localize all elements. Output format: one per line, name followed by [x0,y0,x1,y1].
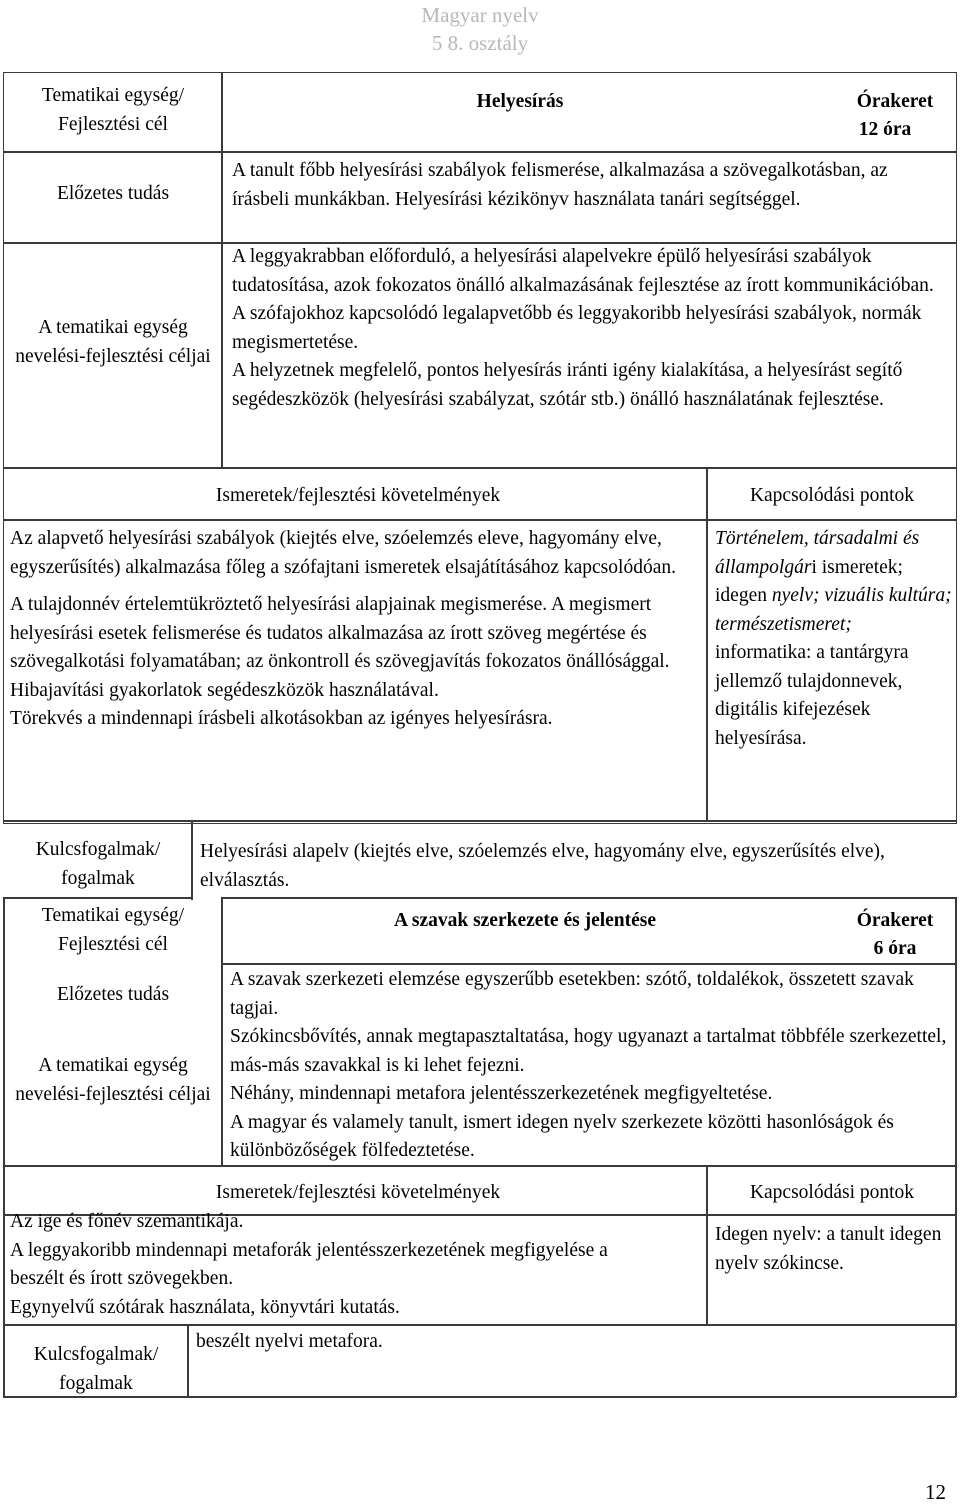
unit2-key-concepts: beszélt nyelvi metafora. [196,1331,383,1352]
unit2-goal-3: A magyar és valamely tanult, ismert idegen nyelv szerkezete közötti hasonlóságok és különbözőségek fölfedeztetése. [230,1111,894,1161]
unit2-vline-left-top [3,897,5,1177]
unit1-vline-links [706,467,708,821]
unit2-hours-label: Órakeret [856,910,934,931]
unit1-link-history: Történelem, társadalmi és állampolgár [715,528,920,578]
unit1-req-4: Törekvés a mindennapi írásbeli alkotásokban az igényes helyesírásra. [10,708,553,729]
unit1-link-history-rest: ismeretek; idegen [715,556,903,606]
doc-subject: Magyar nyelv [421,3,539,27]
unit1-link-history-tail: i [811,556,817,578]
unit2-req-1: Az ige és főnév szemantikája. [10,1211,244,1232]
doc-grades: 5 8. osztály [431,31,529,55]
unit2-label-unit: Tematikai egység/ Fejlesztési cél [41,905,185,955]
unit1-link-foreign: nyelv; vizuális kultúra; [771,585,952,606]
unit1-req-header: Ismeretek/fejlesztési követelmények [215,485,501,506]
unit1-requirements [10,525,704,734]
unit1-label-prior: Előzetes tudás [56,183,170,204]
unit1-hours-label: Órakeret [856,91,934,112]
unit2-hline-4 [3,1324,956,1326]
unit1-hours: 12 óra [858,119,912,140]
unit1-label-key: Kulcsfogalmak/ fogalmak [35,839,161,889]
unit2-prior-knowledge: A szavak szerkezeti elemzése egyszerűbb esetekben: szótő, toldalékok, összetett szavak tagjai. [230,969,914,1019]
unit1-hline-4 [3,519,957,521]
unit2-goals [230,1023,950,1166]
unit2-vline-label [221,897,223,1167]
unit2-req-3: Egynyelvű szótárak használata, könyvtári kutatás. [10,1296,400,1318]
unit2-req-2: A leggyakoribb mindennapi metaforák jelentésszerkezetének megfigyelése a beszélt és írott szövegekben. [10,1239,608,1289]
unit2-vline-key [187,1324,189,1397]
unit1-req-1: Az alapvető helyesírási szabályok (kiejtés elve, szóelemzés eleve, hagyomány elve, egyszerűsítés) alkalmazása főleg a szófajtani ismeretek elsajátításához kapcsolódóan. [10,528,676,578]
unit1-label-unit: Tematikai egység/ Fejlesztési cél [41,85,185,135]
unit1-vline-label [221,72,223,468]
unit1-req-2: A tulajdonnév értelemtükröztető helyesírási alapjainak megismerése. A megismert helyesírási esetek felismerése és tudatos alkalmazása az írott szöveg megértése és szövegalkotási folyamatában; az önkontroll és szövegjavítás fokozatos önállósággal. [10,594,670,672]
unit2-title: A szavak szerkezete és jelentése [393,910,657,931]
unit1-hline-1 [3,151,957,153]
unit2-hours: 6 óra [873,938,917,959]
unit2-label-goals: A tematikai egység nevelési-fejlesztési céljai [15,1055,211,1105]
unit2-links-header: Kapcsolódási pontok [749,1182,915,1203]
unit2-requirements [10,1208,660,1322]
unit2-label-key: Kulcsfogalmak/ fogalmak [33,1344,159,1394]
unit1-hline-5 [3,820,957,822]
unit2-hline-top [221,897,956,899]
unit1-links-header: Kapcsolódási pontok [749,485,915,506]
unit2-vline-left-bottom [3,1165,5,1398]
unit1-label-goals: A tematikai egység nevelési-fejlesztési céljai [15,317,211,367]
unit1-hline-3 [3,467,957,469]
unit1-key-concepts: Helyesírási alapelv (kiejtés elve, szóelemzés elve, hagyomány elve, egyszerűsítés elve), elválasztás. [200,841,885,891]
unit2-goal-2: Néhány, mindennapi metafora jelentésszerkezetének megfigyeltetése. [230,1083,773,1104]
unit1-link-rest: informatika: a tantárgyra jellemző tulajdonnevek, digitális kifejezések helyesírása. [715,642,909,749]
unit1-goals [232,243,948,414]
unit2-goal-1: Szókincsbővítés, annak megtapasztaltatása, hogy ugyanazt a tartalmat többféle szerkezettel, más-más szavakkal is ki lehet fejezni. [230,1026,947,1076]
unit1-links [715,525,953,753]
unit1-link-science: természetismeret; [715,613,852,635]
unit2-links: Idegen nyelv: a tanult idegen nyelv szókincse. [715,1224,942,1274]
unit2-vline-right [955,897,957,1397]
page-number: 12 [925,1480,946,1504]
unit1-vline-key [191,820,193,900]
unit2-label-prior: Előzetes tudás [56,984,170,1005]
unit1-prior-knowledge: A tanult főbb helyesírási szabályok felismerése, alkalmazása a szövegalkotásban, az írásbeli munkákban. Helyesírási kézikönyv használata tanári segítséggel. [232,160,888,210]
unit1-title: Helyesírás [476,91,564,112]
unit2-req-header: Ismeretek/fejlesztési követelmények [215,1182,501,1203]
unit1-goal-2: A helyzetnek megfelelő, pontos helyesírás iránti igény kialakítása, a helyesírást segítő segédeszközök (helyesírási szabályzat, szótár stb.) önálló használatának fejlesztése. [232,360,903,410]
unit1-req-3: Hibajavítási gyakorlatok segédeszközök használatával. [10,679,439,701]
unit1-goal-1: A leggyakrabban előforduló, a helyesírási alapelvekre épülő helyesírási szabályok tudatosítása, azok fokozatos önálló alkalmazásának fejlesztése az írott kommunikációban. A szófajokhoz kapcsolódó legalapvetőbb és leggyakoribb helyesírási szabályok, normák megismertetése. [232,246,934,353]
unit1-hline-key-bottom [3,897,192,899]
